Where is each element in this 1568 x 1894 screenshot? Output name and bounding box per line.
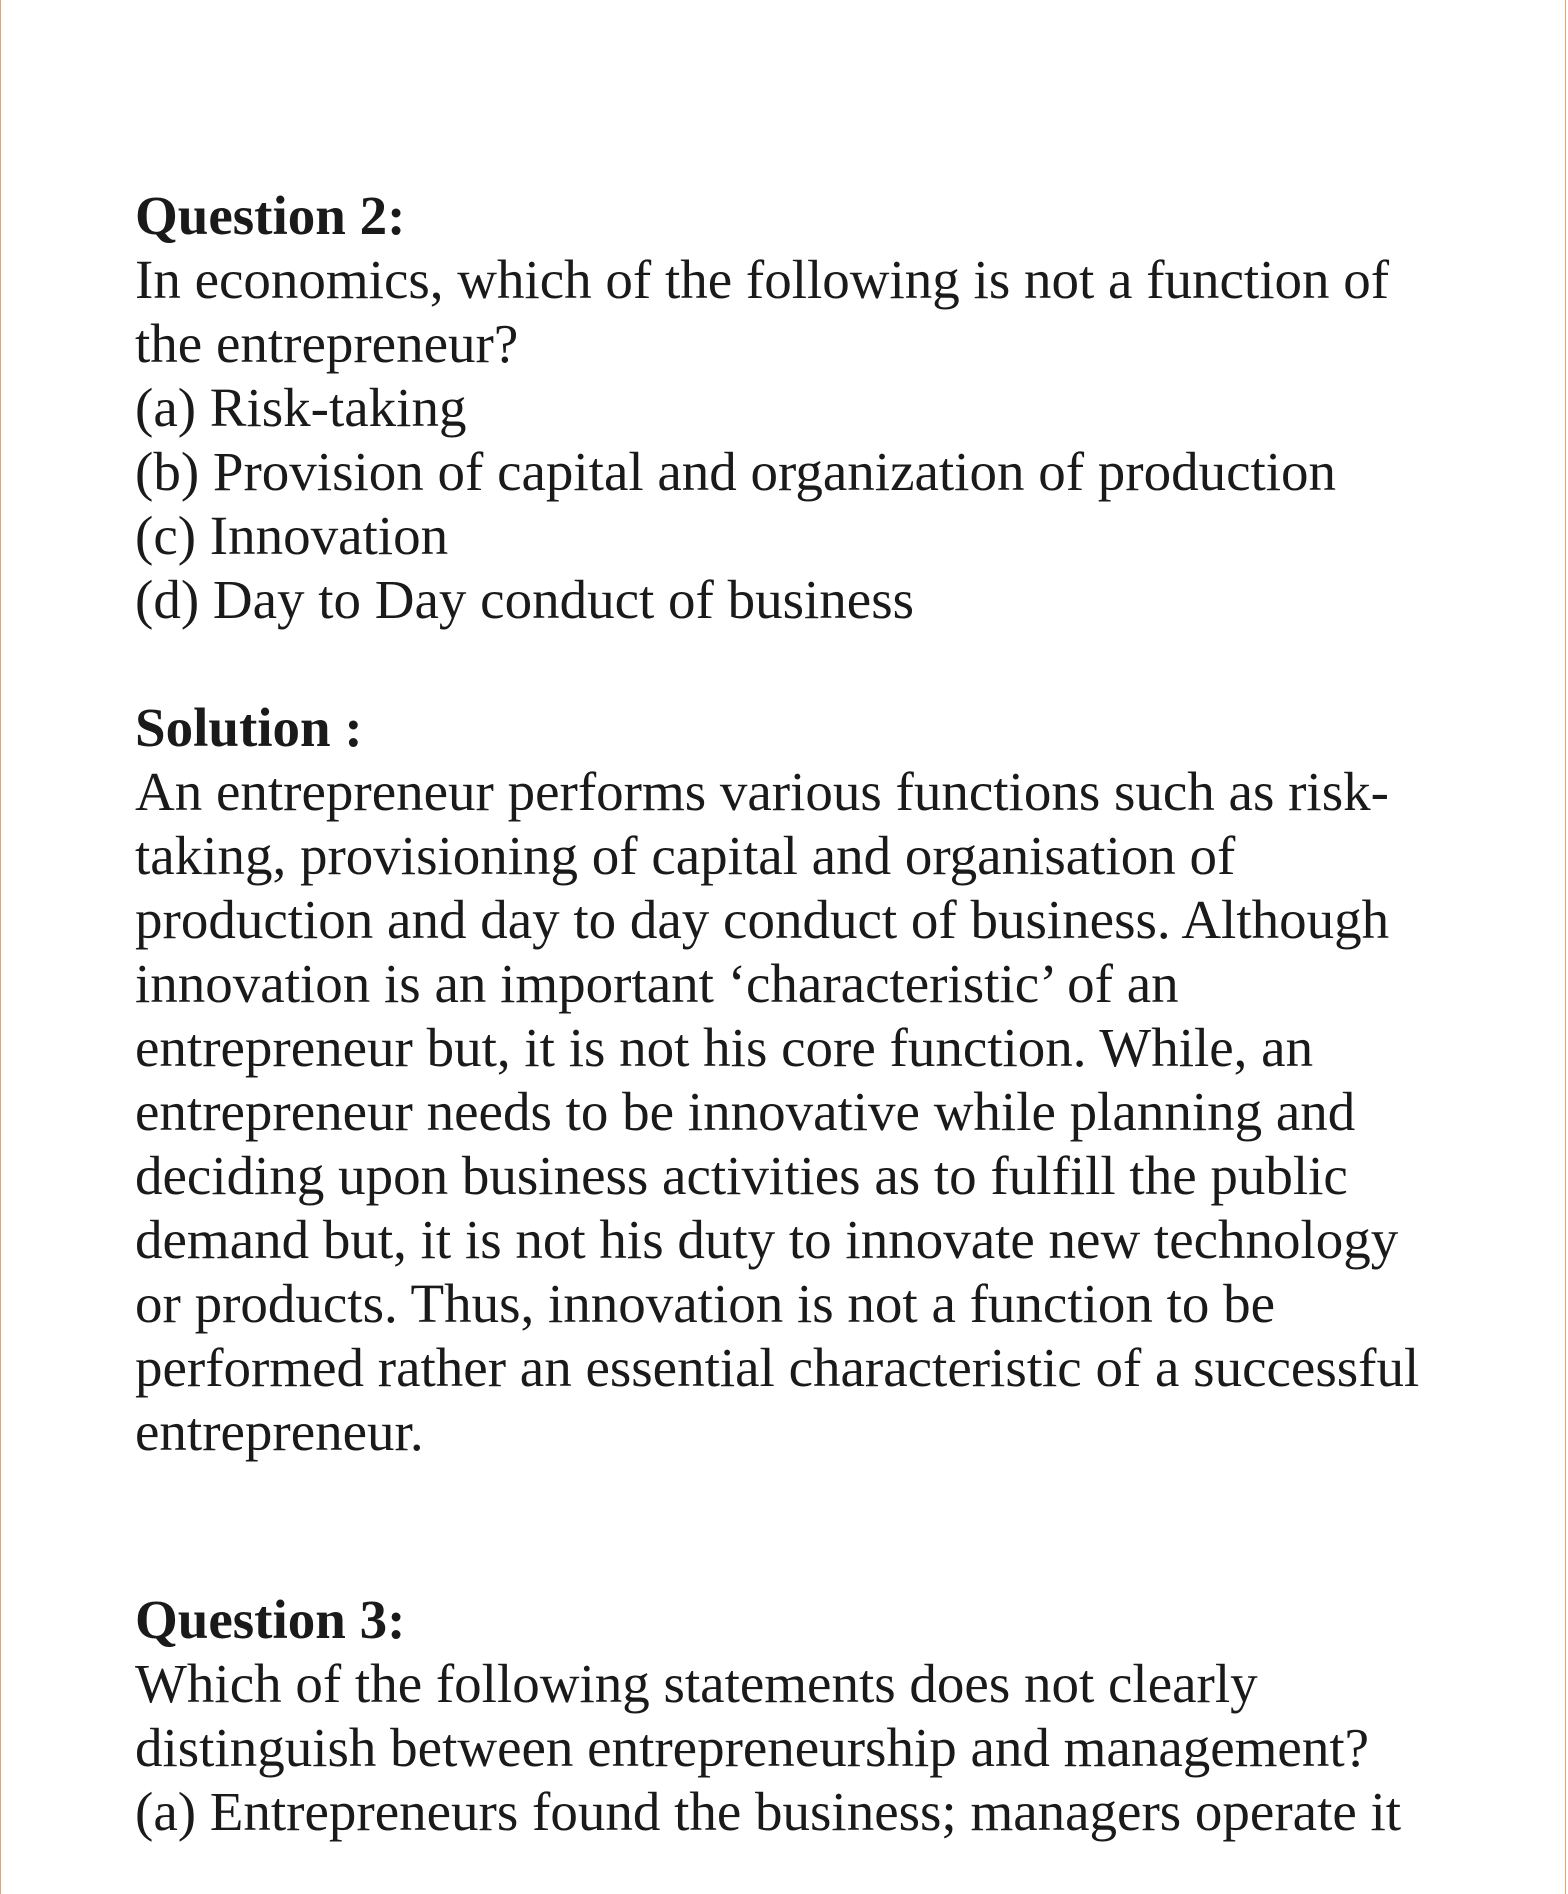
question-3-option-a: (a) Entrepreneurs found the business; managers operate it — [135, 1781, 1402, 1842]
solution-2-line: An entrepreneur performs various functions such as risk- — [135, 761, 1389, 822]
solution-2-line: performed rather an essential characteristic of a successful — [135, 1337, 1420, 1398]
question-2-heading: Question 2: — [135, 185, 406, 246]
solution-2-line: demand but, it is not his duty to innovate new technology — [135, 1209, 1399, 1270]
spacer — [135, 1464, 1465, 1588]
solution-2-line: taking, provisioning of capital and organisation of — [135, 825, 1236, 886]
solution-2-line: deciding upon business activities as to fulfill the public — [135, 1145, 1348, 1206]
question-3-prompt-line: Which of the following statements does not clearly — [135, 1653, 1258, 1714]
question-2-option-a: (a) Risk-taking — [135, 377, 467, 438]
solution-2-line: entrepreneur needs to be innovative while planning and — [135, 1081, 1356, 1142]
question-2-prompt-line: the entrepreneur? — [135, 313, 519, 374]
solution-2-line: innovation is an important ‘characteristic’ of an — [135, 953, 1179, 1014]
spacer — [135, 632, 1465, 696]
solution-2-line: entrepreneur. — [135, 1401, 424, 1462]
solution-2-line: or products. Thus, innovation is not a function to be — [135, 1273, 1276, 1334]
question-2-option-c: (c) Innovation — [135, 505, 449, 566]
question-2-option-d: (d) Day to Day conduct of business — [135, 569, 914, 630]
solution-2-line: production and day to day conduct of business. Although — [135, 889, 1390, 950]
page-content — [135, 184, 1465, 1844]
solution-2-heading: Solution : — [135, 697, 363, 758]
question-2-prompt-line: In economics, which of the following is not a function of — [135, 249, 1390, 310]
question-2-option-b: (b) Provision of capital and organization of production — [135, 441, 1337, 502]
solution-2-line: entrepreneur but, it is not his core function. While, an — [135, 1017, 1314, 1078]
question-3-heading: Question 3: — [135, 1589, 406, 1650]
question-3-prompt-line: distinguish between entrepreneurship and management? — [135, 1717, 1370, 1778]
